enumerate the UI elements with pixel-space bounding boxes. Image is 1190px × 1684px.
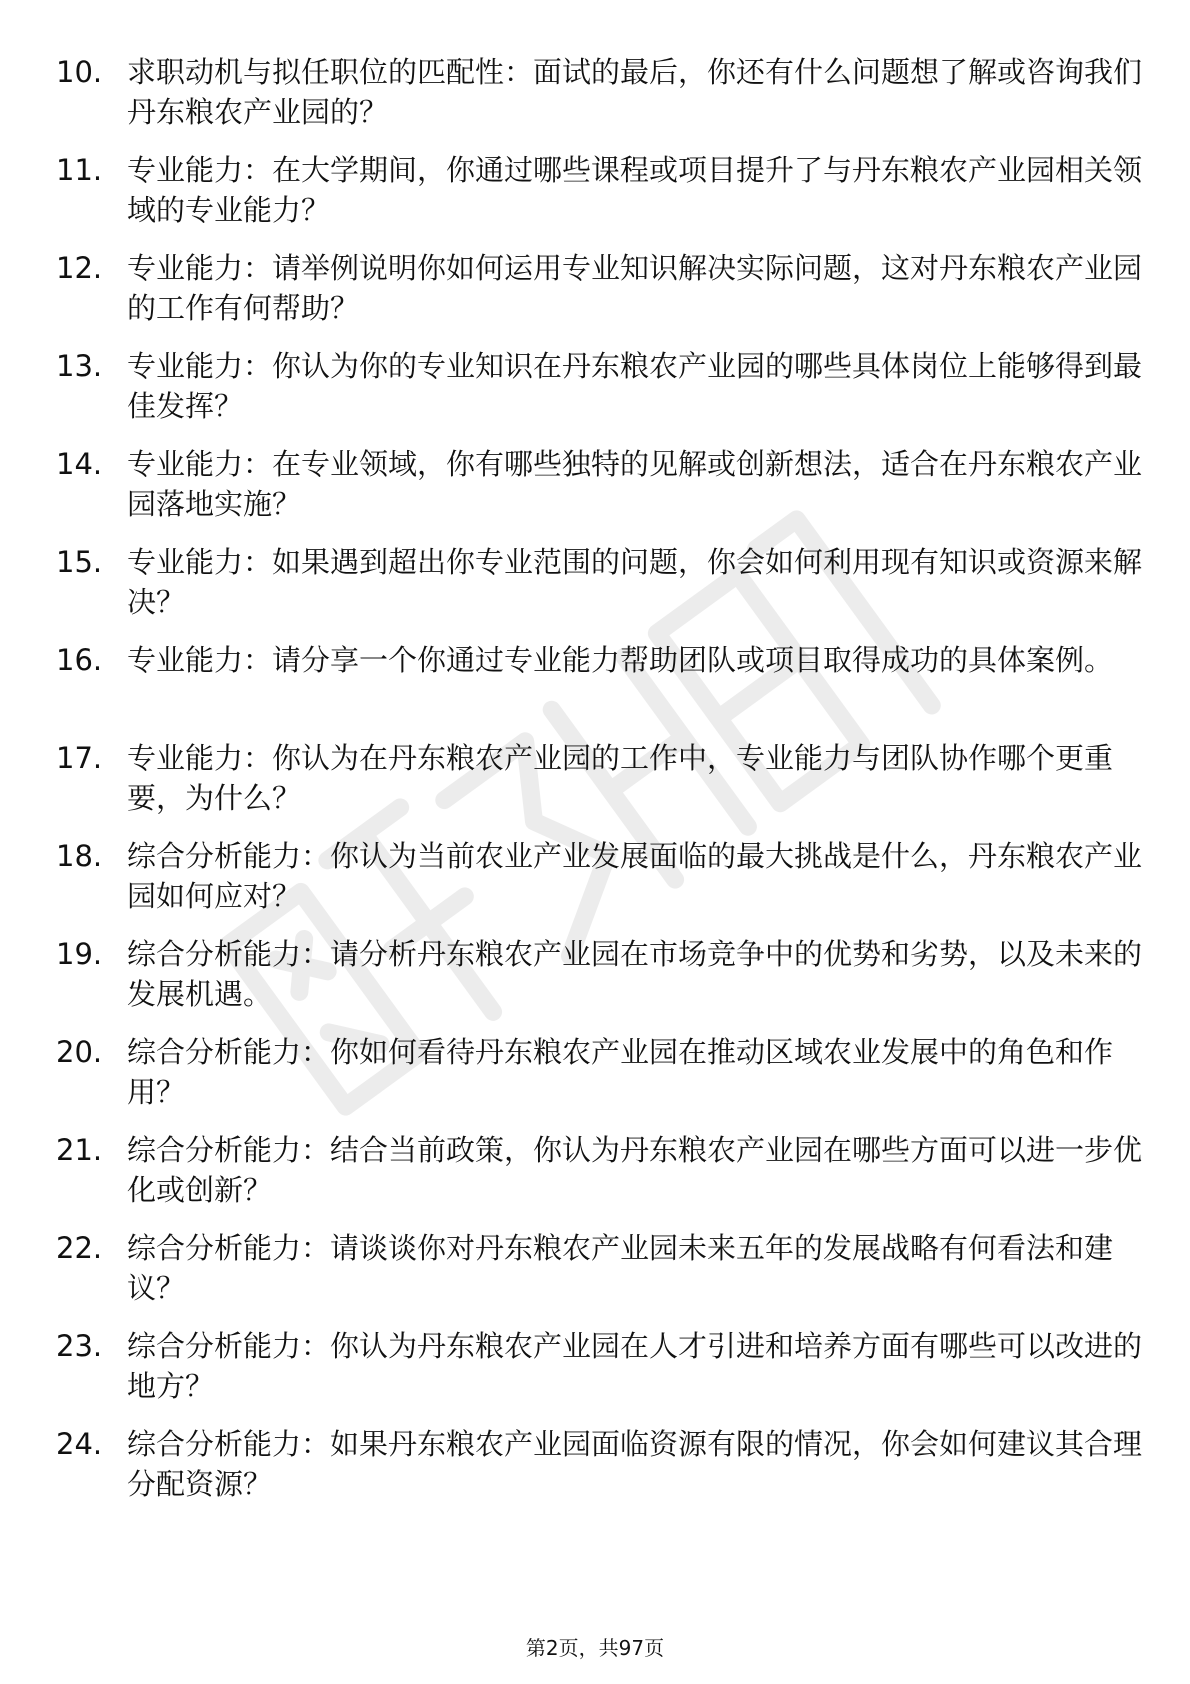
- question-number: 17.: [56, 741, 103, 775]
- question-number: 21.: [56, 1133, 103, 1167]
- question-number: 23.: [56, 1329, 103, 1363]
- question-text: 综合分析能力：结合当前政策，你认为丹东粮农产业园在哪些方面可以进一步优化或创新？: [127, 1133, 1143, 1207]
- question-item: [56, 346, 1143, 444]
- question-text: 综合分析能力：你如何看待丹东粮农产业园在推动区域农业发展中的角色和作用？: [127, 1035, 1114, 1109]
- question-number: 15.: [56, 545, 103, 579]
- question-text: 求职动机与拟任职位的匹配性：面试的最后，你还有什么问题想了解或咨询我们丹东粮农产业园的？: [127, 55, 1143, 129]
- question-number: 10.: [56, 55, 103, 89]
- question-item: [56, 542, 1143, 640]
- question-text: 综合分析能力：你认为丹东粮农产业园在人才引进和培养方面有哪些可以改进的地方？: [127, 1329, 1143, 1403]
- question-number: 11.: [56, 153, 103, 187]
- question-number: 13.: [56, 349, 103, 383]
- question-text: 专业能力：请分享一个你通过专业能力帮助团队或项目取得成功的具体案例。: [127, 643, 1114, 677]
- question-item: [56, 1228, 1116, 1326]
- question-item: [56, 836, 1143, 934]
- question-number: 19.: [56, 937, 103, 971]
- question-number: 14.: [56, 447, 103, 481]
- question-text: 综合分析能力：如果丹东粮农产业园面临资源有限的情况，你会如何建议其合理分配资源？: [127, 1427, 1143, 1501]
- page-footer: 第2页，共97页: [525, 1636, 665, 1660]
- question-list: [56, 52, 1143, 1522]
- question-text: 专业能力：你认为在丹东粮农产业园的工作中，专业能力与团队协作哪个更重要，为什么？: [127, 741, 1114, 815]
- question-item: [56, 738, 1116, 836]
- question-item: [56, 248, 1143, 346]
- question-number: 24.: [56, 1427, 103, 1461]
- question-number: 20.: [56, 1035, 103, 1069]
- question-item: [56, 1424, 1143, 1522]
- question-text: 专业能力：你认为你的专业知识在丹东粮农产业园的哪些具体岗位上能够得到最佳发挥？: [127, 349, 1143, 423]
- question-text: 综合分析能力：你认为当前农业产业发展面临的最大挑战是什么，丹东粮农产业园如何应对？: [127, 839, 1143, 913]
- question-number: 12.: [56, 251, 103, 285]
- question-number: 22.: [56, 1231, 103, 1265]
- question-item: [56, 1130, 1143, 1228]
- question-text: 专业能力：如果遇到超出你专业范围的问题，你会如何利用现有知识或资源来解决？: [127, 545, 1143, 619]
- question-item: [56, 150, 1143, 248]
- question-item: [56, 1032, 1116, 1130]
- question-number: 16.: [56, 643, 103, 677]
- question-item: [56, 444, 1143, 542]
- question-text: 综合分析能力：请分析丹东粮农产业园在市场竞争中的优势和劣势，以及未来的发展机遇。: [127, 937, 1143, 1011]
- question-item: [56, 52, 1143, 150]
- question-item: [56, 934, 1143, 1032]
- question-item: [56, 640, 1116, 738]
- question-item: [56, 1326, 1143, 1424]
- question-number: 18.: [56, 839, 103, 873]
- question-text: 专业能力：在大学期间，你通过哪些课程或项目提升了与丹东粮农产业园相关领域的专业能力？: [127, 153, 1143, 227]
- question-text: 专业能力：请举例说明你如何运用专业知识解决实际问题，这对丹东粮农产业园的工作有何帮助？: [127, 251, 1143, 325]
- question-text: 综合分析能力：请谈谈你对丹东粮农产业园未来五年的发展战略有何看法和建议？: [127, 1231, 1114, 1305]
- question-text: 专业能力：在专业领域，你有哪些独特的见解或创新想法，适合在丹东粮农产业园落地实施？: [127, 447, 1143, 521]
